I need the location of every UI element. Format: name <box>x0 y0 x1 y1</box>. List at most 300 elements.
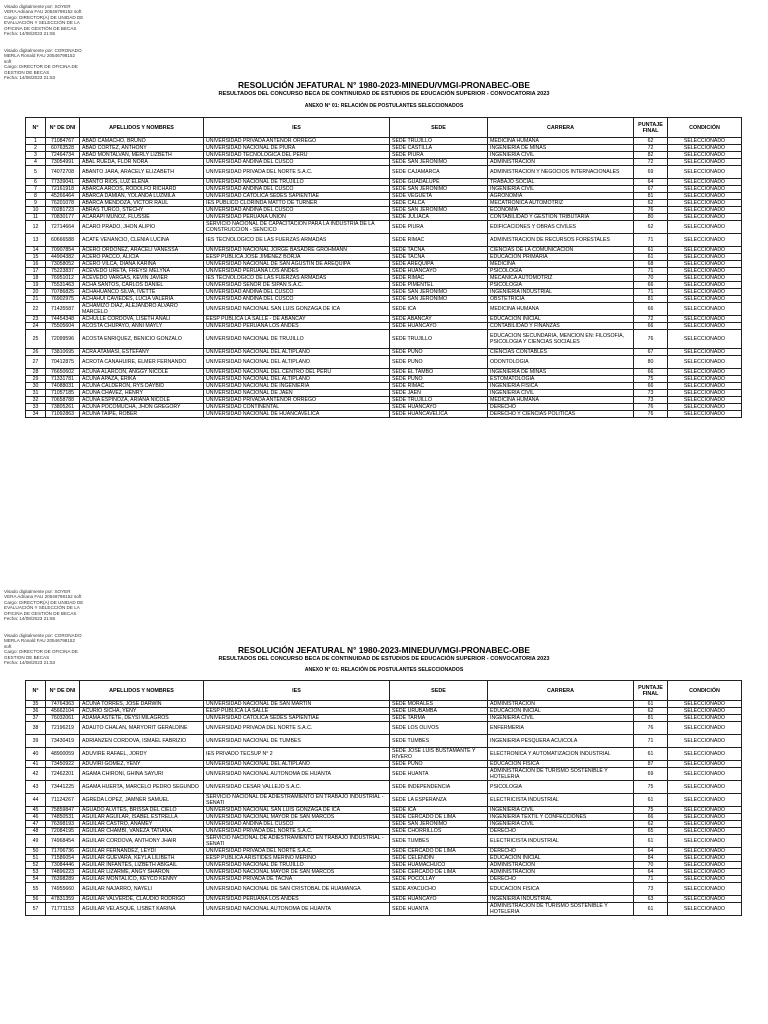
condition-cell: SELECCIONADO <box>668 356 742 369</box>
condition-cell: SELECCIONADO <box>668 186 742 193</box>
carrera-cell: INGENIERIA DE MINAS <box>488 145 634 152</box>
condition-cell: SELECCIONADO <box>668 855 742 862</box>
row-number: 24 <box>26 323 46 330</box>
name-cell: ABAD CAMACHO, BRUNO <box>80 138 204 145</box>
row-number: 5 <box>26 166 46 179</box>
ies-cell: UNIVERSIDAD NACIONAL DE JAEN <box>204 390 390 397</box>
sede-cell: SEDE LA ESPERANZA <box>390 794 488 807</box>
name-cell: ADRIANZEN CORDOVA, ISMAEL FABRIZIO <box>80 735 204 748</box>
row-number: 2 <box>26 145 46 152</box>
table-row <box>26 701 742 708</box>
dni-cell: 71124267 <box>46 794 80 807</box>
name-cell: ACERO ORDOÑEZ, ARACELI VANESSA <box>80 247 204 254</box>
table-row <box>26 145 742 152</box>
row-number: 39 <box>26 735 46 748</box>
row-number: 13 <box>26 234 46 247</box>
column-header-ies: IES <box>204 118 390 138</box>
table-row <box>26 214 742 221</box>
condition-cell: SELECCIONADO <box>668 807 742 814</box>
condition-cell: SELECCIONADO <box>668 781 742 794</box>
sede-cell: SEDE SAN JERONIMO <box>390 186 488 193</box>
table-row <box>26 289 742 296</box>
ies-cell: UNIVERSIDAD PRIVADA ANTENOR ORREGO <box>204 397 390 404</box>
table-row <box>26 376 742 383</box>
dni-cell: 45662104 <box>46 708 80 715</box>
dni-cell: 73441225 <box>46 781 80 794</box>
score-cell: 73 <box>634 390 668 397</box>
column-header-condition: CONDICIÓN <box>668 118 742 138</box>
row-number: 6 <box>26 179 46 186</box>
row-number: 9 <box>26 200 46 207</box>
carrera-cell: DERECHO <box>488 404 634 411</box>
dni-cell: 76201078 <box>46 200 80 207</box>
row-number: 26 <box>26 349 46 356</box>
condition-cell: SELECCIONADO <box>668 207 742 214</box>
score-cell: 61 <box>634 835 668 848</box>
ies-cell: UNIVERSIDAD ANDINA DEL CUSCO <box>204 207 390 214</box>
dni-cell: 72196219 <box>46 722 80 735</box>
name-cell: ACARO PRADO, JHON ALIPIO <box>80 221 204 234</box>
name-cell: ACRA ATAMASI, ESTEFANY <box>80 349 204 356</box>
name-cell: ACUÑA ESPINOZA, ARIANA NICOLE <box>80 397 204 404</box>
condition-cell: SELECCIONADO <box>668 268 742 275</box>
dni-cell: 72084195 <box>46 828 80 835</box>
condition-cell: SELECCIONADO <box>668 303 742 316</box>
dni-cell: 74955660 <box>46 883 80 896</box>
score-cell: 75 <box>634 807 668 814</box>
table-row <box>26 330 742 349</box>
table-row <box>26 152 742 159</box>
condition-cell: SELECCIONADO <box>668 768 742 781</box>
carrera-cell: ADMINISTRACION Y NEGOCIOS INTERNACIONALES <box>488 166 634 179</box>
resolution-title: RESOLUCIÓN JEFATURAL N° 1980-2023-MINEDU/VMGI-PRONABEC-OBE <box>237 80 531 90</box>
carrera-cell: INGENIERIA CIVIL <box>488 715 634 722</box>
table-row <box>26 869 742 876</box>
row-number: 45 <box>26 807 46 814</box>
name-cell: AGUILAR AGUILAR, ISABEL ESTRELLA <box>80 814 204 821</box>
score-cell: 61 <box>634 903 668 916</box>
score-cell: 76 <box>634 207 668 214</box>
column-header-ies: IES <box>204 681 390 701</box>
row-number: 49 <box>26 835 46 848</box>
sede-cell: SEDE LOS OLIVOS <box>390 722 488 735</box>
name-cell: AGUADO ALVITES, BRISSA DEL CIELO <box>80 807 204 814</box>
column-header-number: N° <box>26 681 46 701</box>
signature-line: Cargo: DIRECTOR DE OFICINA DE <box>4 64 78 70</box>
table-row <box>26 316 742 323</box>
ies-cell: UNIVERSIDAD NACIONAL DE HUANCAVELICA <box>204 411 390 418</box>
ies-cell: UNIVERSIDAD NACIONAL DE PIURA <box>204 145 390 152</box>
score-cell: 66 <box>634 303 668 316</box>
score-cell: 70 <box>634 862 668 869</box>
name-cell: ADAMA ASTETE, DEYSI MILAGROS <box>80 715 204 722</box>
sede-cell: SEDE PUNO <box>390 356 488 369</box>
carrera-cell: INGENIERIA CIVIL <box>488 152 634 159</box>
name-cell: AGUILAR LIZARME, ANGY SHARON <box>80 869 204 876</box>
dni-cell: 76650602 <box>46 369 80 376</box>
score-cell: 66 <box>634 383 668 390</box>
dni-cell: 76032061 <box>46 715 80 722</box>
dni-cell: 73810695 <box>46 349 80 356</box>
name-cell: AGUILAR VELASQUE, LISBET KARINA <box>80 903 204 916</box>
table-row <box>26 356 742 369</box>
ies-cell: IES PRIVADO TECSUP N° 2 <box>204 748 390 761</box>
dni-cell: 73430419 <box>46 735 80 748</box>
signature-line: Fecha: 14/08/2023 21:55 <box>4 616 56 622</box>
carrera-cell: AGRONOMIA <box>488 193 634 200</box>
name-cell: ACARAPI MUÑOZ, FLUSSIE <box>80 214 204 221</box>
dni-cell: 71331781 <box>46 376 80 383</box>
row-number: 54 <box>26 876 46 883</box>
row-number: 57 <box>26 903 46 916</box>
score-cell: 66 <box>634 814 668 821</box>
carrera-cell: EDUCACION PRIMARIA <box>488 254 634 261</box>
ies-cell: UNIVERSIDAD ANDINA DEL CUSCO <box>204 186 390 193</box>
ies-cell: UNIVERSIDAD PRIVADA DEL NORTE S.A.C. <box>204 848 390 855</box>
carrera-cell: PSICOLOGIA <box>488 268 634 275</box>
ies-cell: UNIVERSIDAD NACIONAL DEL ALTIPLANO <box>204 356 390 369</box>
condition-cell: SELECCIONADO <box>668 200 742 207</box>
carrera-cell: MEDICINA HUMANA <box>488 138 634 145</box>
name-cell: ACROTA CANAHUIRE, ELMER FERNANDO <box>80 356 204 369</box>
carrera-cell: ADMINISTRACION DE TURISMO SOSTENIBLE Y HOTELERIA <box>488 768 634 781</box>
table-row <box>26 761 742 768</box>
ies-cell: IES TECNOLOGICO DE LAS FUERZAS ARMADAS <box>204 275 390 282</box>
row-number: 37 <box>26 715 46 722</box>
sede-cell: SEDE POCOLLAY <box>390 876 488 883</box>
sede-cell: SEDE PIMENTEL <box>390 282 488 289</box>
score-cell: 62 <box>634 708 668 715</box>
condition-cell: SELECCIONADO <box>668 289 742 296</box>
name-cell: AGAMA CHIRONI, GHINA SAYURI <box>80 768 204 781</box>
row-number: 1 <box>26 138 46 145</box>
table-row <box>26 349 742 356</box>
name-cell: ACHAMIZO DIAZ, ALEJANDRO ALVARO MARCELO <box>80 303 204 316</box>
score-cell: 76 <box>634 411 668 418</box>
ies-cell: UNIVERSIDAD NACIONAL AUTONOMA DE HUANTA <box>204 768 390 781</box>
table-row <box>26 323 742 330</box>
condition-cell: SELECCIONADO <box>668 397 742 404</box>
score-cell: 80 <box>634 356 668 369</box>
ies-cell: UNIVERSIDAD NACIONAL DE TRUJILLO <box>204 179 390 186</box>
name-cell: ACUÑA ALARCON, ANGGY NICOLE <box>80 369 204 376</box>
name-cell: ABARCA DAMIAN, YOLANDA LUZMILA <box>80 193 204 200</box>
row-number: 51 <box>26 855 46 862</box>
score-cell: 63 <box>634 896 668 903</box>
table-row <box>26 268 742 275</box>
annex-title: ANEXO N° 01: RELACIÓN DE POSTULANTES SELECCIONADOS <box>304 667 464 673</box>
sede-cell: SEDE CELENDIN <box>390 855 488 862</box>
dni-cell: 72161918 <box>46 186 80 193</box>
sede-cell: SEDE TRUJILLO <box>390 138 488 145</box>
sede-cell: SEDE CERCADO DE LIMA <box>390 869 488 876</box>
signature-line: OFICINA DE GESTIÓN DE BECAS <box>4 610 77 616</box>
row-number: 32 <box>26 397 46 404</box>
sede-cell: SEDE SAN JERONIMO <box>390 821 488 828</box>
condition-cell: SELECCIONADO <box>668 404 742 411</box>
dni-cell: 76398193 <box>46 821 80 828</box>
sede-cell: SEDE GUADALUPE <box>390 179 488 186</box>
ies-cell: UNIVERSIDAD CONTINENTAL <box>204 404 390 411</box>
name-cell: AGUILAR VALVERDE, CLAUDIO RODRIGO <box>80 896 204 903</box>
sede-cell: SEDE TUMBES <box>390 835 488 848</box>
carrera-cell: ODONTOLOGIA <box>488 356 634 369</box>
sede-cell: SEDE JULIACA <box>390 214 488 221</box>
row-number: 12 <box>26 221 46 234</box>
ies-cell: EESP PUBLICA LA SALLE - DE ABANCAY <box>204 316 390 323</box>
dni-cell: 75223837 <box>46 268 80 275</box>
ies-cell: EESP PUBLICA ARISTIDES MERINO MERINO <box>204 855 390 862</box>
table-row <box>26 166 742 179</box>
sede-cell: SEDE CERCADO DE LIMA <box>390 848 488 855</box>
row-number: 16 <box>26 261 46 268</box>
table-row <box>26 383 742 390</box>
selected-applicants-table <box>25 680 742 916</box>
score-cell: 72 <box>634 145 668 152</box>
ies-cell: UNIVERSIDAD CATOLICA SEDES SAPIENTIAE <box>204 193 390 200</box>
sede-cell: SEDE CALCA <box>390 200 488 207</box>
name-cell: ADAUTO CHALAN, MARYORIT GERALDINE <box>80 722 204 735</box>
sede-cell: SEDE HUANCAYO <box>390 268 488 275</box>
name-cell: ACUÑA TAIPE, ROBER <box>80 411 204 418</box>
sede-cell: SEDE ICA <box>390 807 488 814</box>
table-body <box>26 701 742 916</box>
row-number: 7 <box>26 186 46 193</box>
carrera-cell: INGENIERIA TEXTIL Y CONFECCIONES <box>488 814 634 821</box>
sede-cell: SEDE ABANCAY <box>390 316 488 323</box>
name-cell: ACUÑA APAZA, ERIKA <box>80 376 204 383</box>
signature-line: GESTION DE BECAS <box>4 654 50 660</box>
row-number: 23 <box>26 316 46 323</box>
name-cell: ACOSTA ENRIQUEZ, BENICIO GONZALO <box>80 330 204 349</box>
table-row <box>26 896 742 903</box>
carrera-cell: ADMINISTRACION DE TURISMO SOSTENIBLE Y HOTELERIA <box>488 903 634 916</box>
ies-cell: UNIVERSIDAD PERUANA LOS ANDES <box>204 896 390 903</box>
dni-cell: 70830177 <box>46 214 80 221</box>
signature-line: EVALUACIÓN Y SELECCIÓN DE LA <box>4 20 80 26</box>
row-number: 10 <box>26 207 46 214</box>
row-number: 14 <box>26 247 46 254</box>
dni-cell: 71435587 <box>46 303 80 316</box>
results-subtitle: RESULTADOS DEL CONCURSO BECA DE CONTINUIDAD DE ESTUDIOS DE EDUCACIÓN SUPERIOR - CONVOCATORIA 2023 <box>218 656 550 662</box>
condition-cell: SELECCIONADO <box>668 323 742 330</box>
carrera-cell: TRABAJO SOCIAL <box>488 179 634 186</box>
sede-cell: SEDE HUANCAYO <box>390 896 488 903</box>
table-row <box>26 722 742 735</box>
table-row <box>26 781 742 794</box>
row-number: 34 <box>26 411 46 418</box>
score-cell: 71 <box>634 735 668 748</box>
score-cell: 66 <box>634 282 668 289</box>
sede-cell: SEDE EL TAMBO <box>390 369 488 376</box>
name-cell: ADUVIRE RAFAEL, JORDY <box>80 748 204 761</box>
signature-line: VERA Adriana FAU 20546798152 soft <box>4 594 82 600</box>
sede-cell: SEDE CHORRILLOS <box>390 828 488 835</box>
ies-cell: EESP PUBLICA LA SALLE <box>204 708 390 715</box>
dni-cell: 77339041 <box>46 179 80 186</box>
carrera-cell: CIENCIAS DE LA COMUNICACION <box>488 247 634 254</box>
score-cell: 71 <box>634 289 668 296</box>
name-cell: ACUÑA CHAVEZ, HENRY <box>80 390 204 397</box>
sede-cell: SEDE TUMBES <box>390 735 488 748</box>
carrera-cell: INGENIERIA INDUSTRIAL <box>488 289 634 296</box>
score-cell: 62 <box>634 221 668 234</box>
table-row <box>26 883 742 896</box>
row-number: 40 <box>26 748 46 761</box>
carrera-cell: INGENIERIA CIVIL <box>488 807 634 814</box>
sede-cell: SEDE PUNO <box>390 761 488 768</box>
condition-cell: SELECCIONADO <box>668 848 742 855</box>
ies-cell: UNIVERSIDAD PRIVADA DEL NORTE S.A.C. <box>204 166 390 179</box>
ies-cell: UNIVERSIDAD NACIONAL DEL ALTIPLANO <box>204 376 390 383</box>
carrera-cell: DERECHO Y CIENCIAS POLITICAS <box>488 411 634 418</box>
signature-line: OFICINA DE GESTIÓN DE BECAS <box>4 25 77 31</box>
signature-line: Visado digitalmente por: SOYER <box>4 4 71 9</box>
name-cell: AGUILAR GUEVARA, KEYLA LILIBETH <box>80 855 204 862</box>
carrera-cell: DERECHO <box>488 828 634 835</box>
sede-cell: SEDE VEGUETA <box>390 193 488 200</box>
name-cell: AGUILAR CORDOVA, ANTHONY JHAIR <box>80 835 204 848</box>
carrera-cell: MEDICINA HUMANA <box>488 303 634 316</box>
condition-cell: SELECCIONADO <box>668 821 742 828</box>
condition-cell: SELECCIONADO <box>668 330 742 349</box>
dni-cell: 76951012 <box>46 275 80 282</box>
condition-cell: SELECCIONADO <box>668 896 742 903</box>
dni-cell: 70412875 <box>46 356 80 369</box>
carrera-cell: EDUCACION INICIAL <box>488 316 634 323</box>
table-row <box>26 390 742 397</box>
signature-line: VERA Adriana FAU 20546798152 soft <box>4 9 82 15</box>
score-cell: 81 <box>634 193 668 200</box>
ies-cell: UNIVERSIDAD PRIVADA DEL NORTE S.A.C. <box>204 828 390 835</box>
ies-cell: UNIVERSIDAD SEÑOR DE SIPAN S.A.C. <box>204 282 390 289</box>
score-cell: 73 <box>634 397 668 404</box>
sede-cell: SEDE SAN JERONIMO <box>390 289 488 296</box>
carrera-cell: ADMINISTRACION <box>488 869 634 876</box>
table-row <box>26 247 742 254</box>
row-number: 18 <box>26 275 46 282</box>
dni-cell: 74764363 <box>46 701 80 708</box>
score-cell: 64 <box>634 179 668 186</box>
name-cell: ACEVEDO VARGAS, KEVIN JAVIER <box>80 275 204 282</box>
column-header-name: APELLIDOS Y NOMBRES <box>80 681 204 701</box>
carrera-cell: EDUCACION FISICA <box>488 883 634 896</box>
ies-cell: SERVICIO NACIONAL DE CAPACITACION PARA LA INDUSTRIA DE LA CONSTRUCCION - SENCICO <box>204 221 390 234</box>
dni-cell: 70786825 <box>46 289 80 296</box>
score-cell: 67 <box>634 349 668 356</box>
carrera-cell: ELECTRONICA Y AUTOMATIZACION INDUSTRIAL <box>488 748 634 761</box>
dni-cell: 44904382 <box>46 254 80 261</box>
table-row <box>26 768 742 781</box>
condition-cell: SELECCIONADO <box>668 138 742 145</box>
row-number: 47 <box>26 821 46 828</box>
table-row <box>26 261 742 268</box>
score-cell: 67 <box>634 186 668 193</box>
score-cell: 65 <box>634 828 668 835</box>
ies-cell: IES TECNOLOGICO DE LAS FUERZAS ARMADAS <box>204 234 390 247</box>
score-cell: 70 <box>634 275 668 282</box>
score-cell: 64 <box>634 869 668 876</box>
sede-cell: SEDE HUANTA <box>390 903 488 916</box>
sede-cell: SEDE RIMAC <box>390 275 488 282</box>
condition-cell: SELECCIONADO <box>668 722 742 735</box>
condition-cell: SELECCIONADO <box>668 282 742 289</box>
column-header-number: N° <box>26 118 46 138</box>
dni-cell: 73450922 <box>46 761 80 768</box>
carrera-cell: ECONOMIA <box>488 207 634 214</box>
carrera-cell: ENFERMERIA <box>488 722 634 735</box>
name-cell: AGUILAR CASTRO, ANAMEY <box>80 821 204 828</box>
signature-line: soft <box>4 58 12 64</box>
carrera-cell: EDUCACION INICIAL <box>488 708 634 715</box>
signature-line: GESTION DE BECAS <box>4 69 50 75</box>
row-number: 50 <box>26 848 46 855</box>
table-row <box>26 159 742 166</box>
results-subtitle: RESULTADOS DEL CONCURSO BECA DE CONTINUIDAD DE ESTUDIOS DE EDUCACIÓN SUPERIOR - CONVOCATORIA 2023 <box>218 91 550 97</box>
table-row <box>26 200 742 207</box>
score-cell: 62 <box>634 138 668 145</box>
ies-cell: UNIVERSIDAD NACIONAL DEL ALTIPLANO <box>204 761 390 768</box>
condition-cell: SELECCIONADO <box>668 152 742 159</box>
carrera-cell: INGENIERIA FISICA <box>488 383 634 390</box>
row-number: 8 <box>26 193 46 200</box>
condition-cell: SELECCIONADO <box>668 214 742 221</box>
carrera-cell: EDIFICACIONES Y OBRAS CIVILES <box>488 221 634 234</box>
resolution-title: RESOLUCIÓN JEFATURAL N° 1980-2023-MINEDU/VMGI-PRONABEC-OBE <box>237 645 531 655</box>
table-row <box>26 193 742 200</box>
ies-cell: UNIVERSIDAD CATOLICA SEDES SAPIENTIAE <box>204 715 390 722</box>
condition-cell: SELECCIONADO <box>668 761 742 768</box>
table-row <box>26 234 742 247</box>
ies-cell: UNIVERSIDAD NACIONAL DEL CENTRO DEL PERU <box>204 369 390 376</box>
dni-cell: 71706736 <box>46 848 80 855</box>
name-cell: ABARCA ARCOS, RODOLFO RICHARD <box>80 186 204 193</box>
row-number: 33 <box>26 404 46 411</box>
score-cell: 68 <box>634 261 668 268</box>
document-page-2 <box>0 585 768 1024</box>
row-number: 20 <box>26 289 46 296</box>
ies-cell: SERVICIO NACIONAL DE ADIESTRAMIENTO EN TRABAJO INDUSTRIAL - SENATI <box>204 835 390 848</box>
condition-cell: SELECCIONADO <box>668 411 742 418</box>
condition-cell: SELECCIONADO <box>668 316 742 323</box>
name-cell: ADUVIRI GOMEZ, YENY <box>80 761 204 768</box>
dni-cell: 70281723 <box>46 207 80 214</box>
ies-cell: SERVICIO NACIONAL DE ADIESTRAMIENTO EN TRABAJO INDUSTRIAL - SENATI <box>204 794 390 807</box>
condition-cell: SELECCIONADO <box>668 261 742 268</box>
table-header <box>26 118 742 138</box>
sede-cell: SEDE HUANTA <box>390 768 488 781</box>
table-row <box>26 221 742 234</box>
name-cell: ACHAHUI CAVIEDES, LUCIA VALERIA <box>80 296 204 303</box>
name-cell: ABANTO RIOS, LUZ ELENA <box>80 179 204 186</box>
sede-cell: SEDE CERCADO DE LIMA <box>390 814 488 821</box>
name-cell: ACATE VENANCIO, CLENIA LUCINA <box>80 234 204 247</box>
condition-cell: SELECCIONADO <box>668 221 742 234</box>
score-cell: 61 <box>634 794 668 807</box>
dni-cell: 70658788 <box>46 397 80 404</box>
name-cell: AGREDA LOPEZ, JAMNER SAMUEL <box>80 794 204 807</box>
name-cell: ACUÑA CALDERON, RYS DAYBID <box>80 383 204 390</box>
row-number: 41 <box>26 761 46 768</box>
name-cell: ABAL RUEDA, FLOR NORA <box>80 159 204 166</box>
name-cell: ACHAHUANCO SILVA, IVETTE <box>80 289 204 296</box>
score-cell: 75 <box>634 376 668 383</box>
condition-cell: SELECCIONADO <box>668 247 742 254</box>
row-number: 38 <box>26 722 46 735</box>
dni-cell: 72464734 <box>46 152 80 159</box>
table-row <box>26 186 742 193</box>
sede-cell: SEDE TARMA <box>390 715 488 722</box>
